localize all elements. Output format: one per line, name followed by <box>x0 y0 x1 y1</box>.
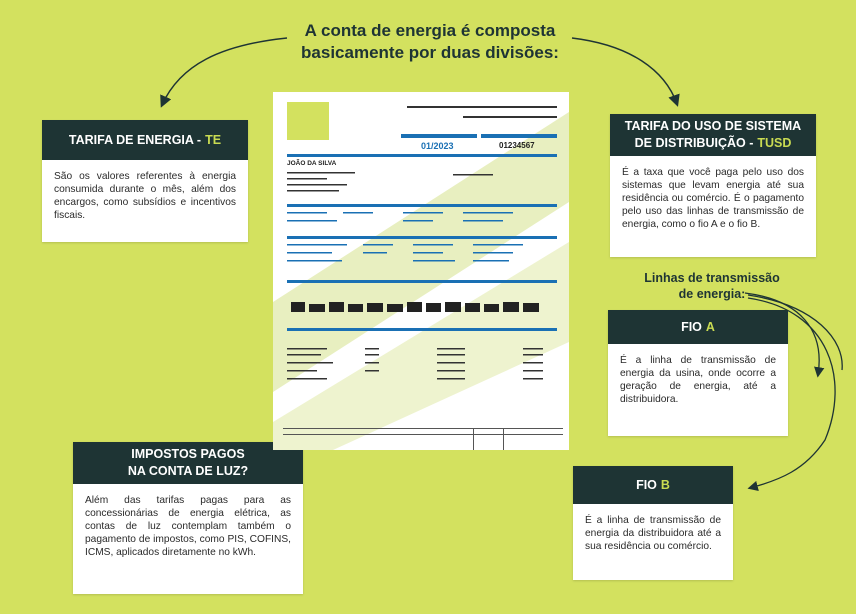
arrow-to-te <box>162 38 287 105</box>
linhas-label-line-1: Linhas de transmissão <box>644 271 780 285</box>
tusd-heading-line-1: TARIFA DO USO DE SISTEMA <box>624 119 802 133</box>
tusd-card <box>610 114 816 257</box>
page-title <box>270 20 590 64</box>
impostos-card <box>73 442 303 594</box>
impostos-heading-line-1: IMPOSTOS PAGOS <box>131 447 245 461</box>
tarifa-energia-body: São os valores referentes à energia consumida durante o mês, além dos encargos, como subsídios e incentivos fiscais. <box>54 171 236 221</box>
tusd-heading <box>610 114 816 156</box>
impostos-heading-line-2: NA CONTA DE LUZ? <box>127 464 249 478</box>
bill-period: 01/2023 <box>421 141 454 151</box>
fio-a-accent: A <box>705 319 715 334</box>
fio-b-heading-text: FIO <box>636 477 657 492</box>
tusd-heading-line-2: DE DISTRIBUIÇÃO - <box>634 136 754 150</box>
title-line-1: A conta de energia é composta <box>304 21 556 40</box>
bill-number: 01234567 <box>499 141 535 150</box>
fio-a-heading <box>608 310 788 344</box>
fio-b-accent: B <box>660 477 670 492</box>
linhas-label-line-2: de energia: <box>678 287 746 301</box>
fio-a-card <box>608 310 788 436</box>
tarifa-energia-accent: TE <box>205 132 222 147</box>
impostos-heading <box>73 442 303 484</box>
fio-a-body: É a linha de transmissão de energia da usina, onde ocorre a geração de energia, até a distribuidora. <box>620 355 776 405</box>
tarifa-energia-heading <box>42 120 248 160</box>
impostos-body: Além das tarifas pagas para as concessionárias de energia elétrica, as contas de luz contemplam também o pagamento de impostos, como PIS, COFINS, ICMS, aplicados diretamente no kWh. <box>85 495 291 558</box>
fio-b-heading <box>573 466 733 504</box>
title-line-2: basicamente por duas divisões: <box>301 43 559 62</box>
tarifa-energia-heading-text: TARIFA DE ENERGIA - <box>68 132 202 147</box>
fio-b-body: É a linha de transmissão de energia da distribuidora até a sua residência ou comércio. <box>585 515 721 552</box>
fio-b-card <box>573 466 733 580</box>
tusd-accent: TUSD <box>757 136 792 150</box>
tusd-body: É a taxa que você paga pelo uso dos sistemas que levam energia até sua residência ou comércio. É o pagamento pelo uso das linhas de transmissão de energia, como o fio A e o fio B. <box>622 167 804 230</box>
tarifa-energia-card <box>42 120 248 242</box>
bill-customer-name: JOÃO DA SILVA <box>287 160 337 167</box>
fio-a-heading-text: FIO <box>681 319 702 334</box>
energy-bill-illustration <box>273 92 569 450</box>
linhas-label <box>612 270 812 302</box>
